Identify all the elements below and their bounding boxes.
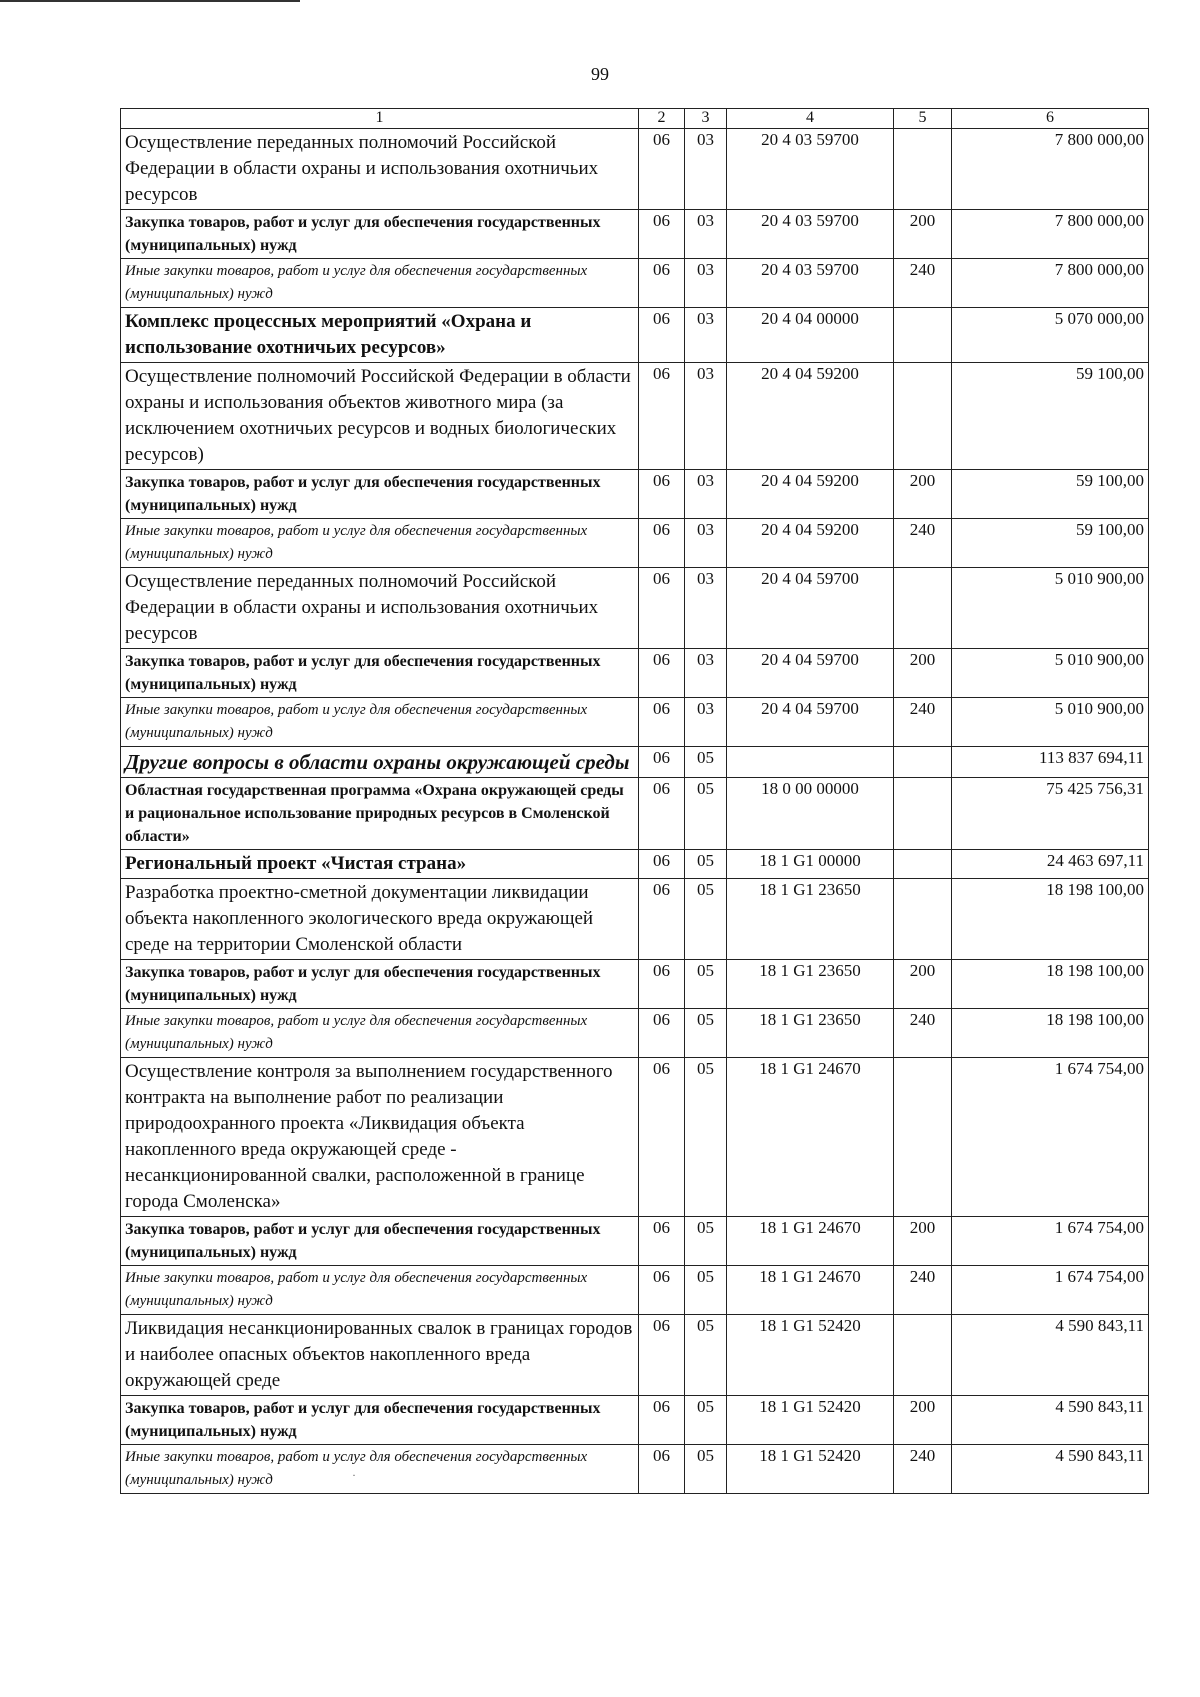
scan-speck: ·: [352, 1468, 356, 1482]
row-target-article: 20 4 04 59700: [727, 568, 894, 649]
table-row: [121, 960, 1149, 1009]
row-expense-type: 200: [894, 470, 952, 519]
table-row: [121, 210, 1149, 259]
column-header-6: 6: [952, 109, 1149, 129]
table-row: [121, 1315, 1149, 1396]
row-expense-type: [894, 129, 952, 210]
row-section-code: 06: [639, 1315, 685, 1396]
row-section-code: 06: [639, 960, 685, 1009]
row-section-code: 06: [639, 1058, 685, 1217]
row-target-article: 20 4 04 59200: [727, 519, 894, 568]
row-name: Другие вопросы в области охраны окружающей среды: [121, 747, 639, 778]
table-row: [121, 879, 1149, 960]
table-row: [121, 363, 1149, 470]
row-expense-type: [894, 778, 952, 850]
row-amount: 75 425 756,31: [952, 778, 1149, 850]
row-name: Осуществление переданных полномочий Российской Федерации в области охраны и использования охотничьих ресурсов: [121, 129, 639, 210]
row-subsection-code: 03: [685, 259, 727, 308]
table-row: [121, 129, 1149, 210]
table-row: [121, 519, 1149, 568]
table-row: [121, 1445, 1149, 1494]
row-amount: 18 198 100,00: [952, 1009, 1149, 1058]
row-expense-type: 240: [894, 519, 952, 568]
row-name: Иные закупки товаров, работ и услуг для обеспечения государственных (муниципальных) нужд: [121, 698, 639, 747]
row-name: Закупка товаров, работ и услуг для обеспечения государственных (муниципальных) нужд: [121, 960, 639, 1009]
row-amount: 7 800 000,00: [952, 210, 1149, 259]
row-target-article: 20 4 04 59200: [727, 470, 894, 519]
row-section-code: 06: [639, 1009, 685, 1058]
row-target-article: 18 1 G1 23650: [727, 879, 894, 960]
row-section-code: 06: [639, 1217, 685, 1266]
row-target-article: 18 1 G1 23650: [727, 960, 894, 1009]
table-row: [121, 1217, 1149, 1266]
row-subsection-code: 05: [685, 1445, 727, 1494]
row-section-code: 06: [639, 308, 685, 363]
row-subsection-code: 05: [685, 778, 727, 850]
row-name: Разработка проектно-сметной документации ликвидации объекта накопленного экологического вреда окружающей среде на территории Смоленской области: [121, 879, 639, 960]
row-name: Осуществление полномочий Российской Федерации в области охраны и использования объектов животного мира (за исключением охотничьих ресурсов и водных биологических ресурсов): [121, 363, 639, 470]
row-section-code: 06: [639, 363, 685, 470]
row-target-article: 20 4 03 59700: [727, 210, 894, 259]
row-amount: 59 100,00: [952, 363, 1149, 470]
row-subsection-code: 05: [685, 1396, 727, 1445]
row-expense-type: 200: [894, 210, 952, 259]
row-target-article: 18 0 00 00000: [727, 778, 894, 850]
row-subsection-code: 03: [685, 210, 727, 259]
row-expense-type: 200: [894, 1217, 952, 1266]
row-subsection-code: 03: [685, 129, 727, 210]
row-subsection-code: 05: [685, 960, 727, 1009]
row-amount: 5 010 900,00: [952, 568, 1149, 649]
row-subsection-code: 05: [685, 1058, 727, 1217]
row-expense-type: [894, 747, 952, 778]
row-amount: 7 800 000,00: [952, 259, 1149, 308]
row-section-code: 06: [639, 1266, 685, 1315]
row-name: Закупка товаров, работ и услуг для обеспечения государственных (муниципальных) нужд: [121, 470, 639, 519]
column-header-2: 2: [639, 109, 685, 129]
row-name: Осуществление переданных полномочий Российской Федерации в области охраны и использования охотничьих ресурсов: [121, 568, 639, 649]
row-amount: 18 198 100,00: [952, 879, 1149, 960]
row-name: Иные закупки товаров, работ и услуг для обеспечения государственных (муниципальных) нужд: [121, 1009, 639, 1058]
row-expense-type: [894, 850, 952, 879]
column-header-5: 5: [894, 109, 952, 129]
row-target-article: 18 1 G1 52420: [727, 1445, 894, 1494]
row-subsection-code: 05: [685, 1266, 727, 1315]
row-section-code: 06: [639, 129, 685, 210]
row-section-code: 06: [639, 879, 685, 960]
column-header-3: 3: [685, 109, 727, 129]
table-row: [121, 747, 1149, 778]
row-amount: 1 674 754,00: [952, 1058, 1149, 1217]
row-name: Областная государственная программа «Охрана окружающей среды и рациональное использование природных ресурсов в Смоленской области»: [121, 778, 639, 850]
row-section-code: 06: [639, 698, 685, 747]
table-row: [121, 568, 1149, 649]
row-section-code: 06: [639, 470, 685, 519]
row-subsection-code: 05: [685, 850, 727, 879]
row-section-code: 06: [639, 778, 685, 850]
row-expense-type: 240: [894, 1009, 952, 1058]
row-expense-type: 240: [894, 259, 952, 308]
column-header-4: 4: [727, 109, 894, 129]
row-section-code: 06: [639, 747, 685, 778]
row-section-code: 06: [639, 649, 685, 698]
row-name: Иные закупки товаров, работ и услуг для обеспечения государственных (муниципальных) нужд: [121, 259, 639, 308]
row-name: Комплекс процессных мероприятий «Охрана и использование охотничьих ресурсов»: [121, 308, 639, 363]
row-amount: 24 463 697,11: [952, 850, 1149, 879]
row-subsection-code: 05: [685, 1315, 727, 1396]
page-number: 99: [591, 64, 609, 84]
table-body: [121, 129, 1149, 1494]
row-amount: 4 590 843,11: [952, 1315, 1149, 1396]
row-section-code: 06: [639, 519, 685, 568]
row-target-article: 20 4 04 59700: [727, 698, 894, 747]
row-subsection-code: 03: [685, 649, 727, 698]
table-row: [121, 850, 1149, 879]
row-name: Осуществление контроля за выполнением государственного контракта на выполнение работ по реализации природоохранного проекта «Ликвидация объекта накопленного вреда окружающей среде - несанкционированной свалки, расположенной в границе города Смоленска»: [121, 1058, 639, 1217]
row-name: Закупка товаров, работ и услуг для обеспечения государственных (муниципальных) нужд: [121, 210, 639, 259]
table-header-row: [121, 109, 1149, 129]
table-row: [121, 1396, 1149, 1445]
row-expense-type: 200: [894, 649, 952, 698]
row-subsection-code: 03: [685, 698, 727, 747]
row-expense-type: [894, 363, 952, 470]
table-row: [121, 778, 1149, 850]
scan-corner-mark: [0, 0, 300, 6]
row-target-article: 18 1 G1 23650: [727, 1009, 894, 1058]
row-target-article: 18 1 G1 52420: [727, 1396, 894, 1445]
row-target-article: 20 4 03 59700: [727, 129, 894, 210]
row-section-code: 06: [639, 259, 685, 308]
row-target-article: 18 1 G1 24670: [727, 1058, 894, 1217]
row-amount: 5 010 900,00: [952, 649, 1149, 698]
row-amount: 4 590 843,11: [952, 1396, 1149, 1445]
row-name: Региональный проект «Чистая страна»: [121, 850, 639, 879]
row-subsection-code: 03: [685, 568, 727, 649]
row-subsection-code: 03: [685, 363, 727, 470]
row-expense-type: 200: [894, 960, 952, 1009]
row-name: Иные закупки товаров, работ и услуг для обеспечения государственных (муниципальных) нужд: [121, 1445, 639, 1494]
row-amount: 4 590 843,11: [952, 1445, 1149, 1494]
row-name: Закупка товаров, работ и услуг для обеспечения государственных (муниципальных) нужд: [121, 1396, 639, 1445]
row-target-article: 18 1 G1 24670: [727, 1217, 894, 1266]
row-subsection-code: 03: [685, 519, 727, 568]
row-subsection-code: 05: [685, 1217, 727, 1266]
row-section-code: 06: [639, 568, 685, 649]
row-target-article: 18 1 G1 52420: [727, 1315, 894, 1396]
table-row: [121, 1009, 1149, 1058]
table-row: [121, 259, 1149, 308]
row-amount: 1 674 754,00: [952, 1217, 1149, 1266]
row-expense-type: [894, 879, 952, 960]
row-amount: 7 800 000,00: [952, 129, 1149, 210]
table-row: [121, 1266, 1149, 1315]
row-name: Иные закупки товаров, работ и услуг для обеспечения государственных (муниципальных) нужд: [121, 1266, 639, 1315]
row-section-code: 06: [639, 210, 685, 259]
row-name: Закупка товаров, работ и услуг для обеспечения государственных (муниципальных) нужд: [121, 649, 639, 698]
table-row: [121, 470, 1149, 519]
row-target-article: 20 4 04 00000: [727, 308, 894, 363]
table-row: [121, 698, 1149, 747]
row-name: Иные закупки товаров, работ и услуг для обеспечения государственных (муниципальных) нужд: [121, 519, 639, 568]
row-expense-type: [894, 1315, 952, 1396]
row-amount: 18 198 100,00: [952, 960, 1149, 1009]
row-subsection-code: 05: [685, 1009, 727, 1058]
row-target-article: 20 4 03 59700: [727, 259, 894, 308]
row-name: Закупка товаров, работ и услуг для обеспечения государственных (муниципальных) нужд: [121, 1217, 639, 1266]
row-expense-type: 240: [894, 1445, 952, 1494]
row-expense-type: 240: [894, 1266, 952, 1315]
row-target-article: 20 4 04 59200: [727, 363, 894, 470]
row-amount: 113 837 694,11: [952, 747, 1149, 778]
row-section-code: 06: [639, 1396, 685, 1445]
table-row: [121, 1058, 1149, 1217]
row-target-article: 20 4 04 59700: [727, 649, 894, 698]
table-row: [121, 308, 1149, 363]
row-expense-type: 240: [894, 698, 952, 747]
row-target-article: [727, 747, 894, 778]
row-amount: 59 100,00: [952, 519, 1149, 568]
row-subsection-code: 05: [685, 747, 727, 778]
row-name: Ликвидация несанкционированных свалок в границах городов и наиболее опасных объектов накопленного вреда окружающей среде: [121, 1315, 639, 1396]
row-amount: 5 070 000,00: [952, 308, 1149, 363]
row-section-code: 06: [639, 1445, 685, 1494]
row-target-article: 18 1 G1 00000: [727, 850, 894, 879]
row-expense-type: 200: [894, 1396, 952, 1445]
row-subsection-code: 05: [685, 879, 727, 960]
budget-table: [120, 108, 1149, 1494]
row-amount: 5 010 900,00: [952, 698, 1149, 747]
row-amount: 1 674 754,00: [952, 1266, 1149, 1315]
row-section-code: 06: [639, 850, 685, 879]
row-amount: 59 100,00: [952, 470, 1149, 519]
row-subsection-code: 03: [685, 470, 727, 519]
row-expense-type: [894, 1058, 952, 1217]
row-target-article: 18 1 G1 24670: [727, 1266, 894, 1315]
row-subsection-code: 03: [685, 308, 727, 363]
row-expense-type: [894, 308, 952, 363]
row-expense-type: [894, 568, 952, 649]
table-row: [121, 649, 1149, 698]
column-header-1: 1: [121, 109, 639, 129]
